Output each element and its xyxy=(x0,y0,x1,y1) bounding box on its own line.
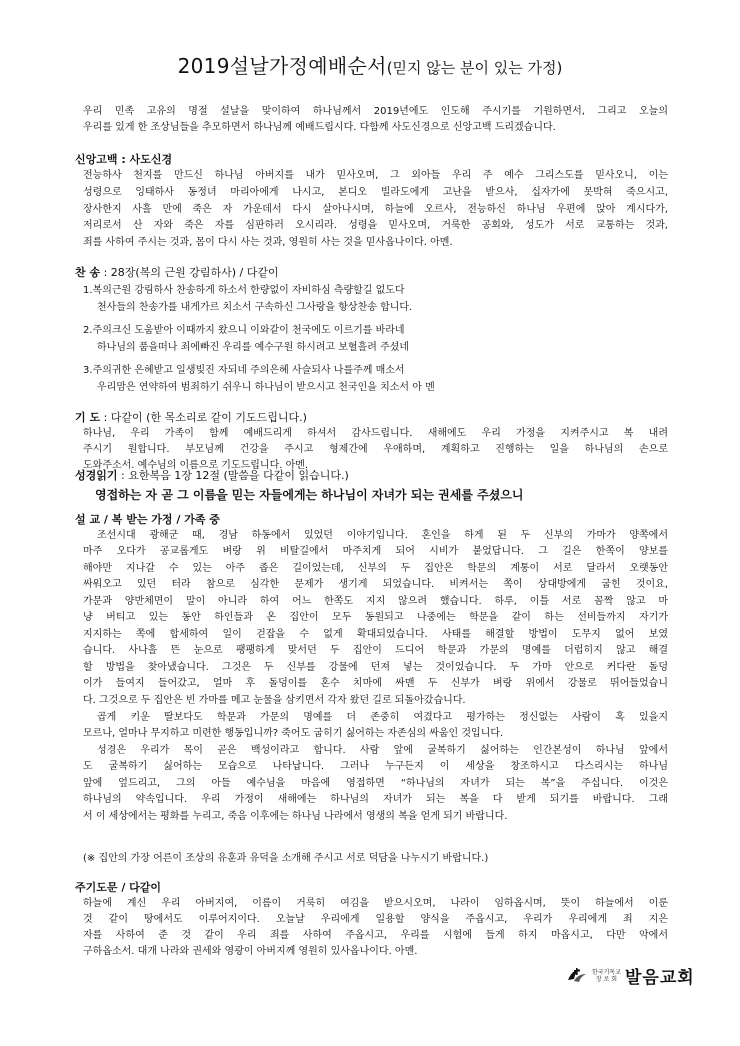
sermon-line: 다. 그것으로 두 집안은 빈 가마를 메고 눈물을 삼키면서 각자 왔던 길로 되돌아갔습니다. xyxy=(83,695,466,706)
lords-prayer-line: 하늘에 계신 우리 아버지여, 이름이 거룩히 여김을 받으시오며, 나라이 임하옵시며, 뜻이 하늘에서 이룬 xyxy=(83,898,668,909)
prayer-label: 기 도 xyxy=(75,411,101,424)
creed-line: 죄를 사하여 주시는 것과, 몸이 다시 사는 것과, 영원히 사는 것을 믿사옵나이다. 아멘. xyxy=(83,237,453,248)
prayer-line: 주시기 원합니다. 부모님께 건강을 주시고 형제간에 우애하며, 계획하고 진행하는 일을 하나님의 손으로 xyxy=(83,444,668,455)
hymn-verse-line: 하나님의 품을떠나 죄에빠진 우리를 예수구원 하시려고 보혈흘려 주셨네 xyxy=(97,342,410,353)
sermon-line: 지지하는 쪽에 합세하여 일이 걷잡을 수 없게 확대되었습니다. 사태를 해결할 방법이 도무지 없어 보였 xyxy=(83,629,668,640)
hymn-verse-line: 2.주의크신 도움받아 이때까지 왔으니 이와같이 천국에도 이르기를 바라네 xyxy=(83,325,405,336)
creed-heading: 신앙고백 : 사도신경 xyxy=(75,153,173,166)
creed-line: 저리로서 산 자와 죽은 자를 심판하러 오시리라. 성령을 믿사오며, 거룩한 공회와, 성도가 서로 교통하는 것과, xyxy=(83,220,668,231)
hymn-label: 찬 송 xyxy=(75,266,101,279)
sermon-heading: 설 교 / 복 받는 가정 / 가족 중 xyxy=(75,513,220,526)
church-name: 발음교회 xyxy=(624,968,695,988)
sermon-line: 냥 버티고 있는 동안 하인들과 온 집안이 모두 동원되고 나중에는 학문을 같이 하는 선비들까지 자기가 xyxy=(83,612,668,623)
hymn-verse-line: 3.주의귀한 은혜받고 일생빚진 자되네 주의은혜 사슬되사 나를주께 매소서 xyxy=(83,365,405,376)
sermon-line: 싸워오고 있던 터라 참으로 심각한 문제가 생기게 되었습니다. 비켜서는 쪽이 상대방에게 굽힌 것이요, xyxy=(83,579,668,590)
reading-label: 성경읽기 xyxy=(75,469,118,482)
sermon-line: 곱게 키운 딸보다도 학문과 가문의 명예를 더 존중히 여겼다고 평가하는 정신없는 사람이 혹 있을지 xyxy=(97,712,668,723)
church-emblem-icon xyxy=(566,966,588,986)
sermon-line: 성경은 우리가 목이 곧은 백성이라고 합니다. 사람 앞에 굴복하기 싫어하는 인간본성이 하나님 앞에서 xyxy=(97,745,668,756)
lords-prayer-heading: 주기도문 / 다같이 xyxy=(75,881,162,894)
prayer-heading xyxy=(75,410,307,426)
creed-line: 성령으로 잉태하사 동정녀 마리아에게 나시고, 본디오 빌라도에게 고난을 받으사, 십자가에 못박혀 죽으시고, xyxy=(83,187,668,198)
sermon-line: 서 이 세상에서는 평화를 누리고, 죽음 이후에는 하나님 나라에서 영생의 복을 얻게 되기 바랍니다. xyxy=(83,811,508,822)
lords-prayer-line: 것 같이 땅에서도 이루어지이다. 오늘날 우리에게 일용할 양식을 주옵시고, 우리가 우리에게 죄 지은 xyxy=(83,914,668,925)
hymn-verse-line: 1.복의근원 강림하사 찬송하게 하소서 한량없이 자비하심 측량할길 없도다 xyxy=(83,285,405,296)
hymn-title: : 28장(복의 근원 강림하사) / 다같이 xyxy=(103,266,279,279)
page-title xyxy=(0,50,740,79)
prayer-line: 도와주소서. 예수님의 이름으로 기도드립니다. 아멘. xyxy=(83,460,309,471)
title-main: 2019설날가정예배순서 xyxy=(177,54,387,78)
prayer-line: 하나님, 우리 가족이 함께 예배드리게 하셔서 감사드립니다. 새해에도 우리 가정을 지켜주시고 복 내려 xyxy=(83,428,668,439)
reading-heading xyxy=(75,468,349,484)
hymn-verse-line: 천사들의 찬송가를 내게가르 치소서 구속하신 그사랑을 항상찬송 합니다. xyxy=(97,302,413,313)
reading-reference: : 요한복음 1장 12절 (말씀을 다같이 읽습니다.) xyxy=(121,469,349,482)
sermon-line: 이가 들여지 들어갔고, 얼마 후 돌덩이를 혼수 치마에 싸맨 두 신부가 벼랑 위에서 강물로 뛰어들었습니 xyxy=(83,678,668,689)
sermon-line: 할 방법을 찾아냈습니다. 그것은 두 신부를 강물에 던져 넣는 것이었습니다. 두 가마 안으로 커다란 돌덩 xyxy=(83,662,668,673)
scripture-verse: 영접하는 자 곧 그 이름을 믿는 자들에게는 하나님이 자녀가 되는 권세를 주셨으니 xyxy=(95,488,524,502)
prayer-instruction: : 다같이 (한 목소리로 같이 기도드립니다.) xyxy=(103,411,307,424)
sermon-line: 모르나, 얼마나 무지하고 미련한 행동입니까? 죽어도 굽히기 싫어하는 자존심의 싸움인 것입니다. xyxy=(83,728,504,739)
sermon-line: 습니다. 사나흘 뜬 눈으로 팽팽하게 맞서던 두 집안이 드디어 학문과 가문의 명예를 더럽히지 않고 해결 xyxy=(83,645,668,656)
family-note: (※ 집안의 가장 어른이 조상의 유훈과 유덕을 소개해 주시고 서로 덕담을 나누시기 바랍니다.) xyxy=(83,853,489,864)
sermon-line: 앞에 엎드리고, 그의 아들 예수님을 마음에 영접하면 “하나님의 자녀가 되는 복”을 주십니다. 이것은 xyxy=(83,778,668,789)
hymn-heading xyxy=(75,265,279,281)
title-sub: (믿지 않는 분이 있는 가정) xyxy=(386,59,563,77)
sermon-line: 하나님의 약속입니다. 우리 가정이 새해에는 하나님의 자녀가 되는 복을 다 받게 되기를 바랍니다. 그래 xyxy=(83,794,668,805)
sermon-line: 해야만 지나갈 수 있는 아주 좁은 길이었는데, 신부의 두 집안은 학문의 계통이 서로 달라서 오랫동안 xyxy=(83,563,668,574)
sermon-line: 도 굴복하기 싫어하는 모습으로 나타납니다. 그러나 누구든지 이 세상을 창조하시고 다스리시는 하나님 xyxy=(83,761,668,772)
sermon-line: 가문과 양반체면이 말이 아니라 하여 어느 한쪽도 지지 않으려 했습니다. 하루, 이틀 서로 꼼짝 않고 마 xyxy=(83,596,668,607)
creed-line: 전능하사 천지를 만드신 하나님 아버지를 내가 믿사오며, 그 외아들 우리 주 예수 그리스도를 믿사오니, 이는 xyxy=(83,170,668,181)
church-logo xyxy=(566,963,695,988)
intro-line: 우리 민족 고유의 명절 설날을 맞이하여 하나님께서 2019년에도 인도해 주시기를 기원하면서, 그리고 오늘의 xyxy=(83,106,668,117)
intro-line: 우리를 있게 한 조상님들을 추모하면서 하나님께 예배드립시다. 다함께 사도신경으로 신앙고백 드리겠습니다. xyxy=(83,122,556,133)
lords-prayer-line: 구하옵소서. 대개 나라와 권세와 영광이 아버지께 영원히 있사옵나이다. 아멘. xyxy=(83,946,418,957)
sermon-line: 조선시대 광해군 때, 경남 하동에서 있었던 이야기입니다. 혼인을 하게 된 두 신부의 가마가 양쪽에서 xyxy=(97,530,668,541)
denomination-label: 한국기독교 장 로 회 xyxy=(592,968,621,983)
lords-prayer-line: 자를 사하여 준 것 같이 우리 죄를 사하여 주옵시고, 우리를 시험에 들게 하지 마옵시고, 다만 악에서 xyxy=(83,930,668,941)
hymn-verse-line: 우리맘은 연약하여 범죄하기 쉬우니 하나님이 받으시고 천국인을 치소서 아 멘 xyxy=(97,382,435,393)
sermon-line: 마주 오다가 공교롭게도 벼랑 위 비탈길에서 마주치게 되어 시비가 붙었답니다. 그 길은 한쪽이 양보를 xyxy=(83,546,668,557)
creed-line: 장사한지 사흘 만에 죽은 자 가운데서 다시 살아나시며, 하늘에 오르사, 전능하신 하나님 우편에 앉아 계시다가, xyxy=(83,204,668,215)
